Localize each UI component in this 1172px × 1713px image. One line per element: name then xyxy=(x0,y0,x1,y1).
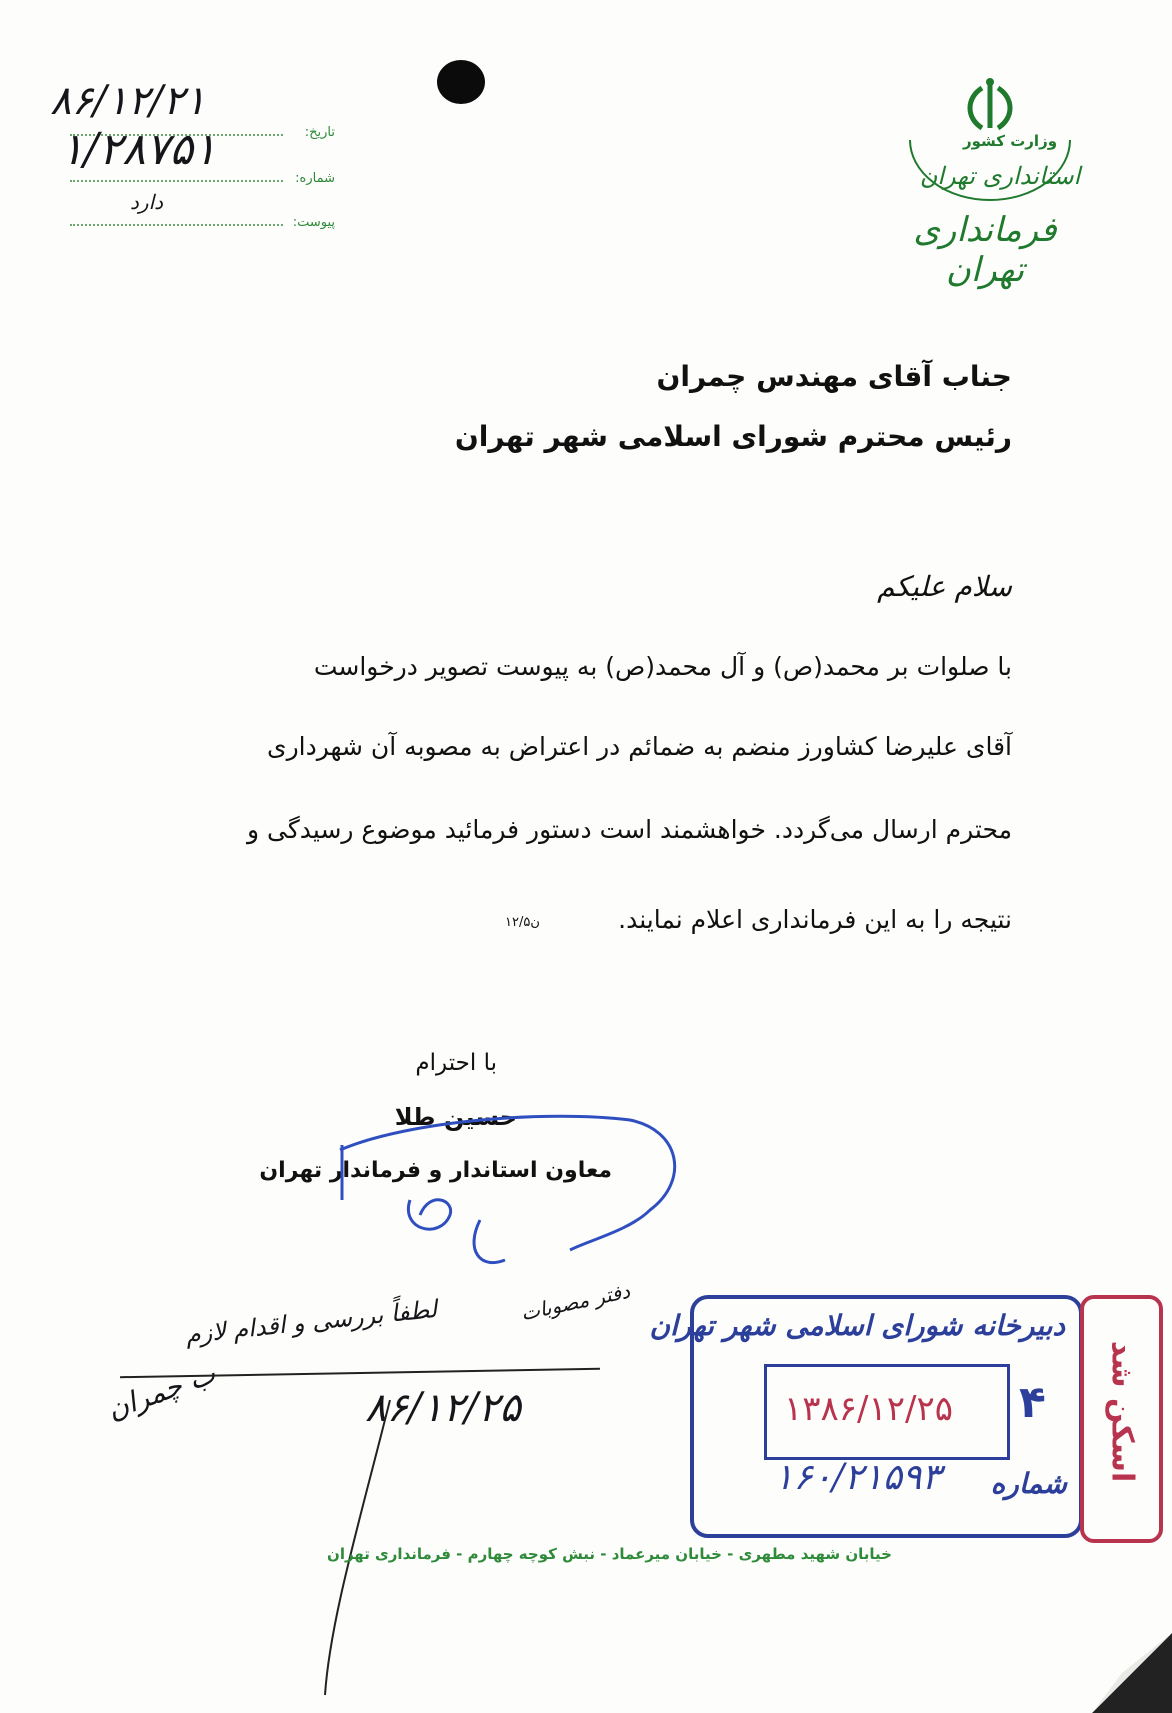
addressee-line-1: جناب آقای مهندس چمران xyxy=(656,360,1012,393)
handwritten-note-office: دفتر مصوبات xyxy=(518,1278,633,1326)
reference-note: ن۱۲/۵ xyxy=(505,915,540,930)
registry-stamp-number: ۱۶۰/۲۱۵۹۳ xyxy=(774,1457,941,1498)
punch-hole-mark xyxy=(437,60,485,104)
registry-stamp-title: دبیرخانه شورای اسلامی شهر تهران xyxy=(649,1309,1065,1342)
closing: با احترام xyxy=(415,1050,497,1076)
registry-stamp-number-label: شماره xyxy=(990,1467,1067,1500)
body-line-4: نتیجه را به این فرمانداری اعلام نمایند. xyxy=(618,905,1012,934)
number-label: شماره: xyxy=(295,171,335,186)
handwritten-date: ۸۶/۱۲/۲۵ xyxy=(365,1385,521,1431)
handwritten-initials: ب چمران xyxy=(102,1356,220,1427)
attachment-field xyxy=(70,190,335,232)
ink-signature xyxy=(330,1090,730,1290)
registry-stamp-date: ۱۳۸۶/۱۲/۲۵ xyxy=(784,1389,954,1429)
attachment-value: دارد xyxy=(130,190,164,214)
scanned-stamp xyxy=(1080,1295,1163,1543)
handwritten-note-instruction: لطفاً بررسی و اقدام لازم xyxy=(184,1294,439,1350)
date-label: تاریخ: xyxy=(304,125,335,140)
ministry-logo xyxy=(890,70,1090,290)
ministry-name: وزارت کشور xyxy=(962,132,1058,150)
office-name: فرمانداری تهران xyxy=(913,210,1057,290)
body-line-2: آقای علیرضا کشاورز منضم به ضمائم در اعتراض به مصوبه آن شهرداری xyxy=(267,732,1012,761)
date-value: ۸۶/۱۲/۲۱ xyxy=(50,78,206,124)
province-ring-text: استانداری تهران xyxy=(919,162,1081,190)
addressee-line-2: رئیس محترم شورای اسلامی شهر تهران xyxy=(454,420,1012,453)
number-value: ۱/۲۸۷۵۱ xyxy=(60,124,217,175)
registry-stamp-side-digit: ۴ xyxy=(1019,1377,1046,1428)
greeting: سلام علیکم xyxy=(877,570,1012,603)
signatory-name: حسین طلا xyxy=(394,1103,517,1131)
attachment-label: پیوست: xyxy=(292,215,335,230)
footer-address: خیابان شهید مطهری - خیابان میرعماد - نبش کوچه چهارم - فرمانداری تهران xyxy=(327,1545,892,1563)
folded-corner xyxy=(1092,1633,1172,1713)
body-line-3: محترم ارسال می‌گردد. خواهشمند است دستور فرمائید موضوع رسیدگی و xyxy=(247,815,1012,844)
signatory-title: معاون استاندار و فرماندار تهران xyxy=(259,1158,612,1183)
scanned-stamp-text: اسکن شد xyxy=(1104,1340,1140,1483)
registry-stamp xyxy=(649,1295,1083,1538)
body-line-1: با صلوات بر محمد(ص) و آل محمد(ص) به پیوست تصویر درخواست xyxy=(313,652,1012,681)
